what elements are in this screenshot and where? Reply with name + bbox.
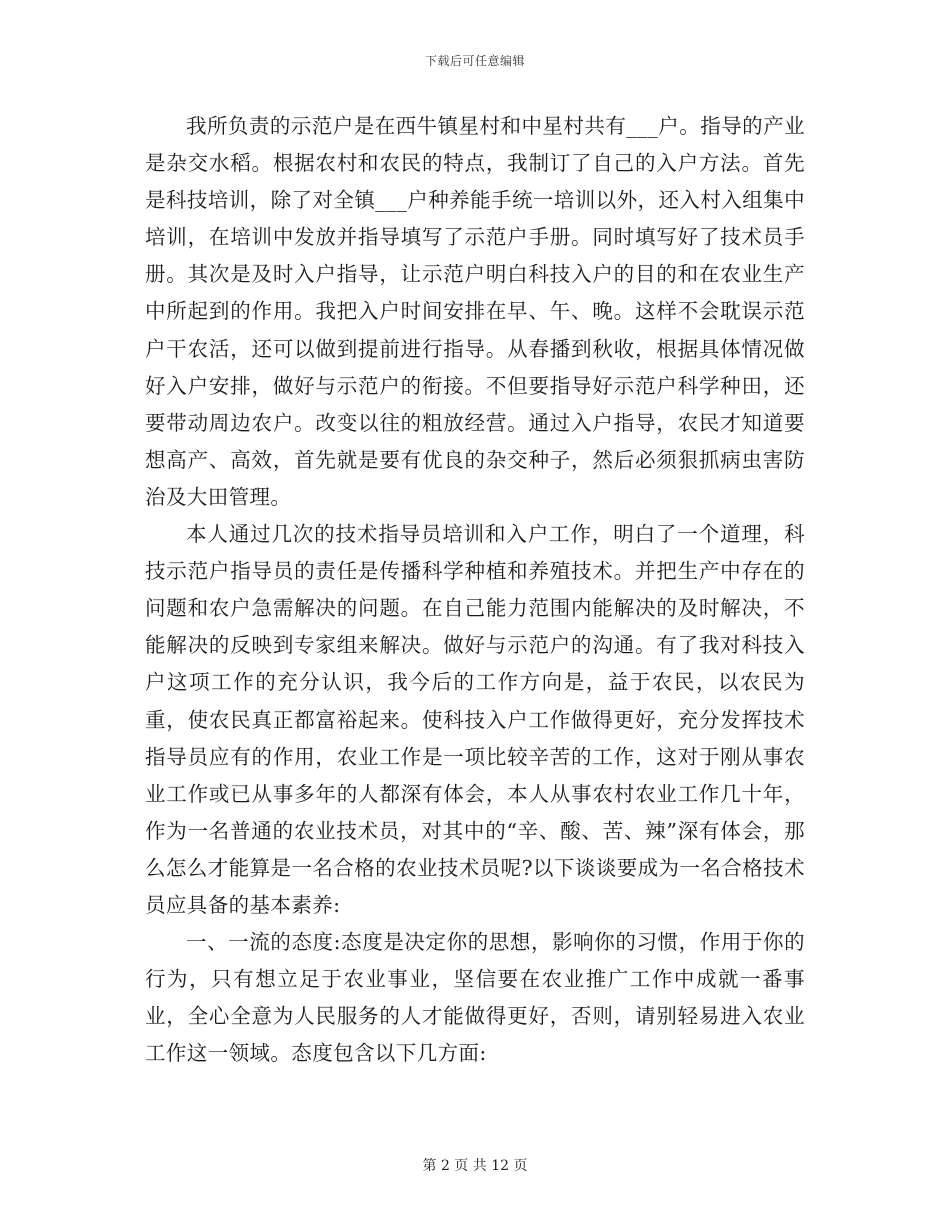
- document-body: [145, 108, 805, 1072]
- page-header: 下载后可任意编辑: [424, 54, 525, 68]
- paragraph-3: 一、一流的态度:态度是决定你的思想，影响你的习惯，作用于你的行为，只有想立足于农业事业，坚信要在农业推广工作中成就一番事业，全心全意为人民服务的人才能做得更好，否则，请别轻易进入农业工作这一领域。态度包含以下几方面:: [145, 930, 805, 1066]
- paragraph-1: 我所负责的示范户是在西牛镇星村和中星村共有___户。指导的产业是杂交水稻。根据农村和农民的特点，我制订了自己的入户方法。首先是科技培训，除了对全镇___户种养能手统一培训以外，还入村入组集中培训，在培训中发放并指导填写了示范户手册。同时填写好了技术员手册。其次是及时入户指导，让示范户明白科技入户的目的和在农业生产中所起到的作用。我把入户时间安排在早、午、晚。这样不会耽误示范户干农活，还可以做到提前进行指导。从春播到秋收，根据具体情况做好入户安排，做好与示范户的衔接。不但要指导好示范户科学种田，还要带动周边农户。改变以往的粗放经营。通过入户指导，农民才知道要想高产、高效，首先就是要有优良的杂交种子，然后必须狠抓病虫害防治及大田管理。: [145, 114, 805, 509]
- paragraph-2: 本人通过几次的技术指导员培训和入户工作，明白了一个道理，科技示范户指导员的责任是传播科学种植和养殖技术。并把生产中存在的问题和农户急需解决的问题。在自己能力范围内能解决的及时解决，不能解决的反映到专家组来解决。做好与示范户的沟通。有了我对科技入户这项工作的充分认识，我今后的工作方向是，益于农民，以农民为重，使农民真正都富裕起来。使科技入户工作做得更好，充分发挥技术指导员应有的作用，农业工作是一项比较辛苦的工作，这对于刚从事农业工作或已从事多年的人都深有体会，本人从事农村农业工作几十年，作为一名普通的农业技术员，对其中的“辛、酸、苦、辣”深有体会，那么怎么才能算是一名合格的农业技术员呢?以下谈谈要成为一名合格技术员应具备的基本素养:: [145, 522, 805, 917]
- page-footer: 第 2 页 共 12 页: [422, 1158, 528, 1174]
